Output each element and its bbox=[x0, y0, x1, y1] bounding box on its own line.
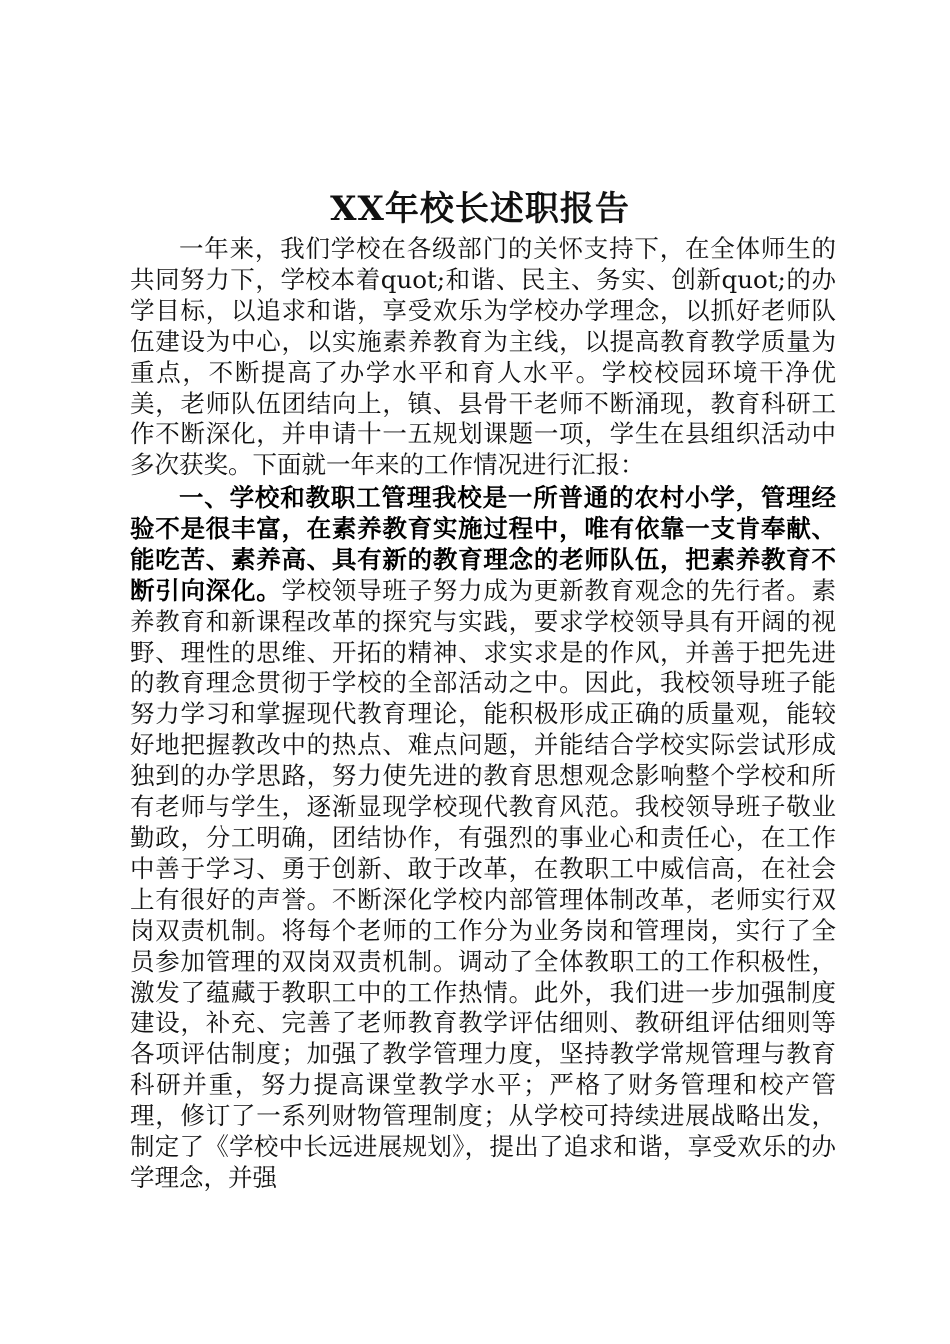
section-heading-lead: 一、学校和教职工管理我校是一所普通的农村小学，管理经验不是很丰富，在素养教育实施过程中，唯有依靠一支肯奉献、能吃苦、素养高、具有新的教育理念的老师队伍，把素养教育不断引向深化。 bbox=[130, 483, 836, 605]
paragraph-intro: 一年来，我们学校在各级部门的关怀支持下，在全体师生的共同努力下，学校本着quot;和谐、民主、务实、创新quot;的办学目标，以追求和谐，享受欢乐为学校办学理念，以抓好老师队伍建设为中心，以实施素养教育为主线，以提高教育教学质量为重点，不断提高了办学水平和育人水平。学校校园环境干净优美，老师队伍团结向上，镇、县骨干老师不断涌现，教育科研工作不断深化，并申请十一五规划课题一项，学生在县组织活动中多次获奖。下面就一年来的工作情况进行汇报： bbox=[130, 234, 836, 480]
paragraph-school-management bbox=[130, 483, 836, 1194]
section-body-text: 学校领导班子努力成为更新教育观念的先行者。素养教育和新课程改革的探究与实践，要求学校领导具有开阔的视野、理性的思维、开拓的精神、求实求是的作风，并善于把先进的教育理念贯彻于学校的全部活动之中。因此，我校领导班子能努力学习和掌握现代教育理论，能积极形成正确的质量观，能较好地把握教改中的热点、难点问题，并能结合学校实际尝试形成独到的办学思路，努力使先进的教育思想观念影响整个学校和所有老师与学生，逐渐显现学校现代教育风范。我校领导班子敬业勤政，分工明确，团结协作，有强烈的事业心和责任心，在工作中善于学习、勇于创新、敢于改革，在教职工中威信高，在社会上有很好的声誉。不断深化学校内部管理体制改革，老师实行双岗双责机制。将每个老师的工作分为业务岗和管理岗，实行了全员参加管理的双岗双责机制。调动了全体教职工的工作积极性，激发了蕴藏于教职工中的工作热情。此外，我们进一步加强制度建设，补充、完善了老师教育教学评估细则、教研组评估细则等各项评估制度；加强了教学管理力度，坚持教学常规管理与教育科研并重，努力提高课堂教学水平；严格了财务管理和校产管理，修订了一系列财物管理制度；从学校可持续进展战略出发，制定了《学校中长远进展规划》，提出了追求和谐，享受欢乐的办学理念，并强 bbox=[130, 575, 837, 1192]
document-title: XX年校长述职报告 bbox=[330, 189, 630, 229]
